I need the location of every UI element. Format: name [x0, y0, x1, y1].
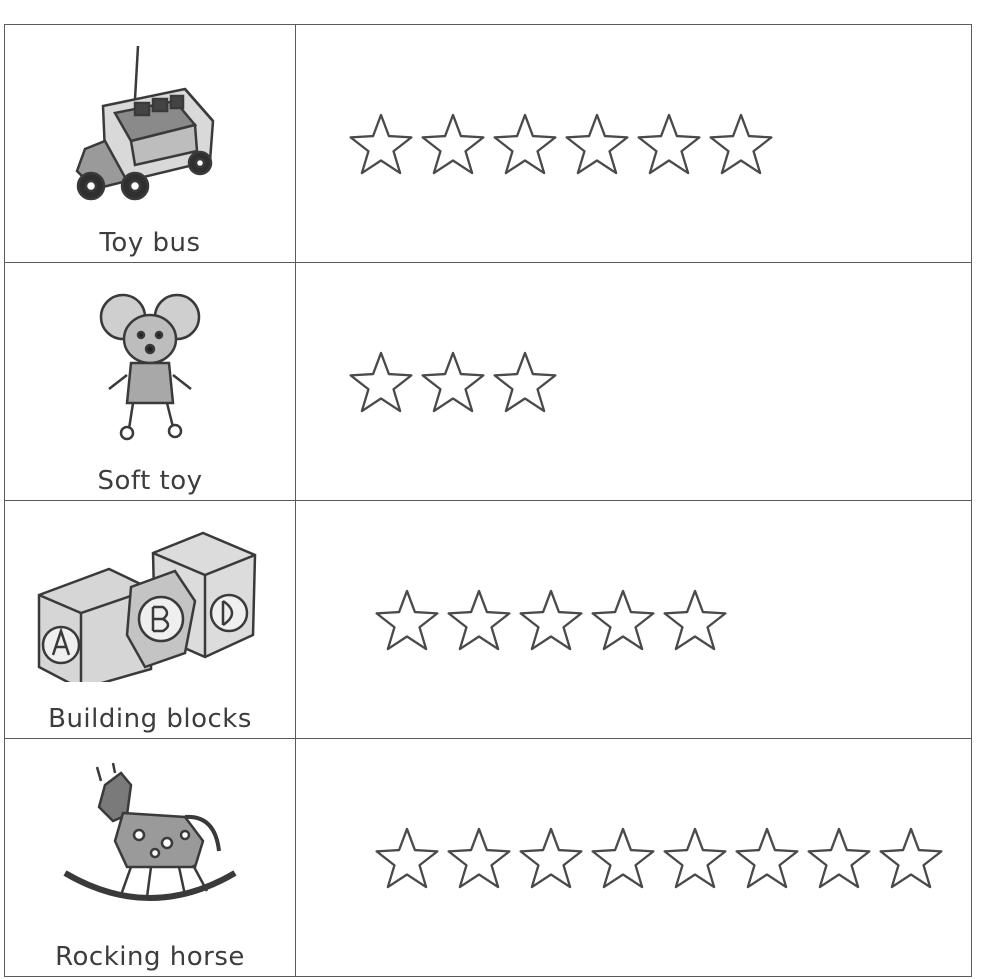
soft-toy-mouse-icon — [35, 279, 265, 444]
item-label: Toy bus — [99, 228, 201, 258]
item-cell — [5, 739, 296, 977]
star-outline-icon — [636, 111, 702, 177]
star-outline-icon — [564, 111, 630, 177]
star-row — [348, 111, 774, 177]
star-outline-icon — [708, 111, 774, 177]
item-label: Rocking horse — [55, 942, 245, 972]
star-outline-icon — [348, 349, 414, 415]
star-outline-icon — [374, 825, 440, 891]
stars-cell — [296, 501, 972, 739]
star-outline-icon — [518, 587, 584, 653]
star-outline-icon — [806, 825, 872, 891]
star-outline-icon — [590, 825, 656, 891]
star-outline-icon — [734, 825, 800, 891]
star-outline-icon — [420, 349, 486, 415]
table-row — [5, 739, 972, 977]
star-row — [374, 825, 944, 891]
table-row — [5, 25, 972, 263]
star-outline-icon — [446, 825, 512, 891]
star-row — [374, 587, 728, 653]
item-cell — [5, 263, 296, 501]
star-outline-icon — [518, 825, 584, 891]
stars-cell — [296, 739, 972, 977]
stars-cell — [296, 263, 972, 501]
table-row — [5, 501, 972, 739]
rocking-horse-icon — [35, 755, 265, 920]
item-label: Soft toy — [97, 466, 203, 496]
star-row — [348, 349, 558, 415]
item-cell — [5, 501, 296, 739]
star-outline-icon — [662, 587, 728, 653]
pictograph-table — [4, 24, 972, 977]
toy-bus-icon — [35, 41, 265, 206]
star-outline-icon — [374, 587, 440, 653]
star-outline-icon — [662, 825, 728, 891]
star-outline-icon — [878, 825, 944, 891]
stars-cell — [296, 25, 972, 263]
star-outline-icon — [446, 587, 512, 653]
star-outline-icon — [420, 111, 486, 177]
star-outline-icon — [348, 111, 414, 177]
star-outline-icon — [492, 111, 558, 177]
table-row — [5, 263, 972, 501]
building-blocks-icon — [35, 517, 265, 682]
star-outline-icon — [492, 349, 558, 415]
item-label: Building blocks — [48, 704, 252, 734]
star-outline-icon — [590, 587, 656, 653]
item-cell — [5, 25, 296, 263]
